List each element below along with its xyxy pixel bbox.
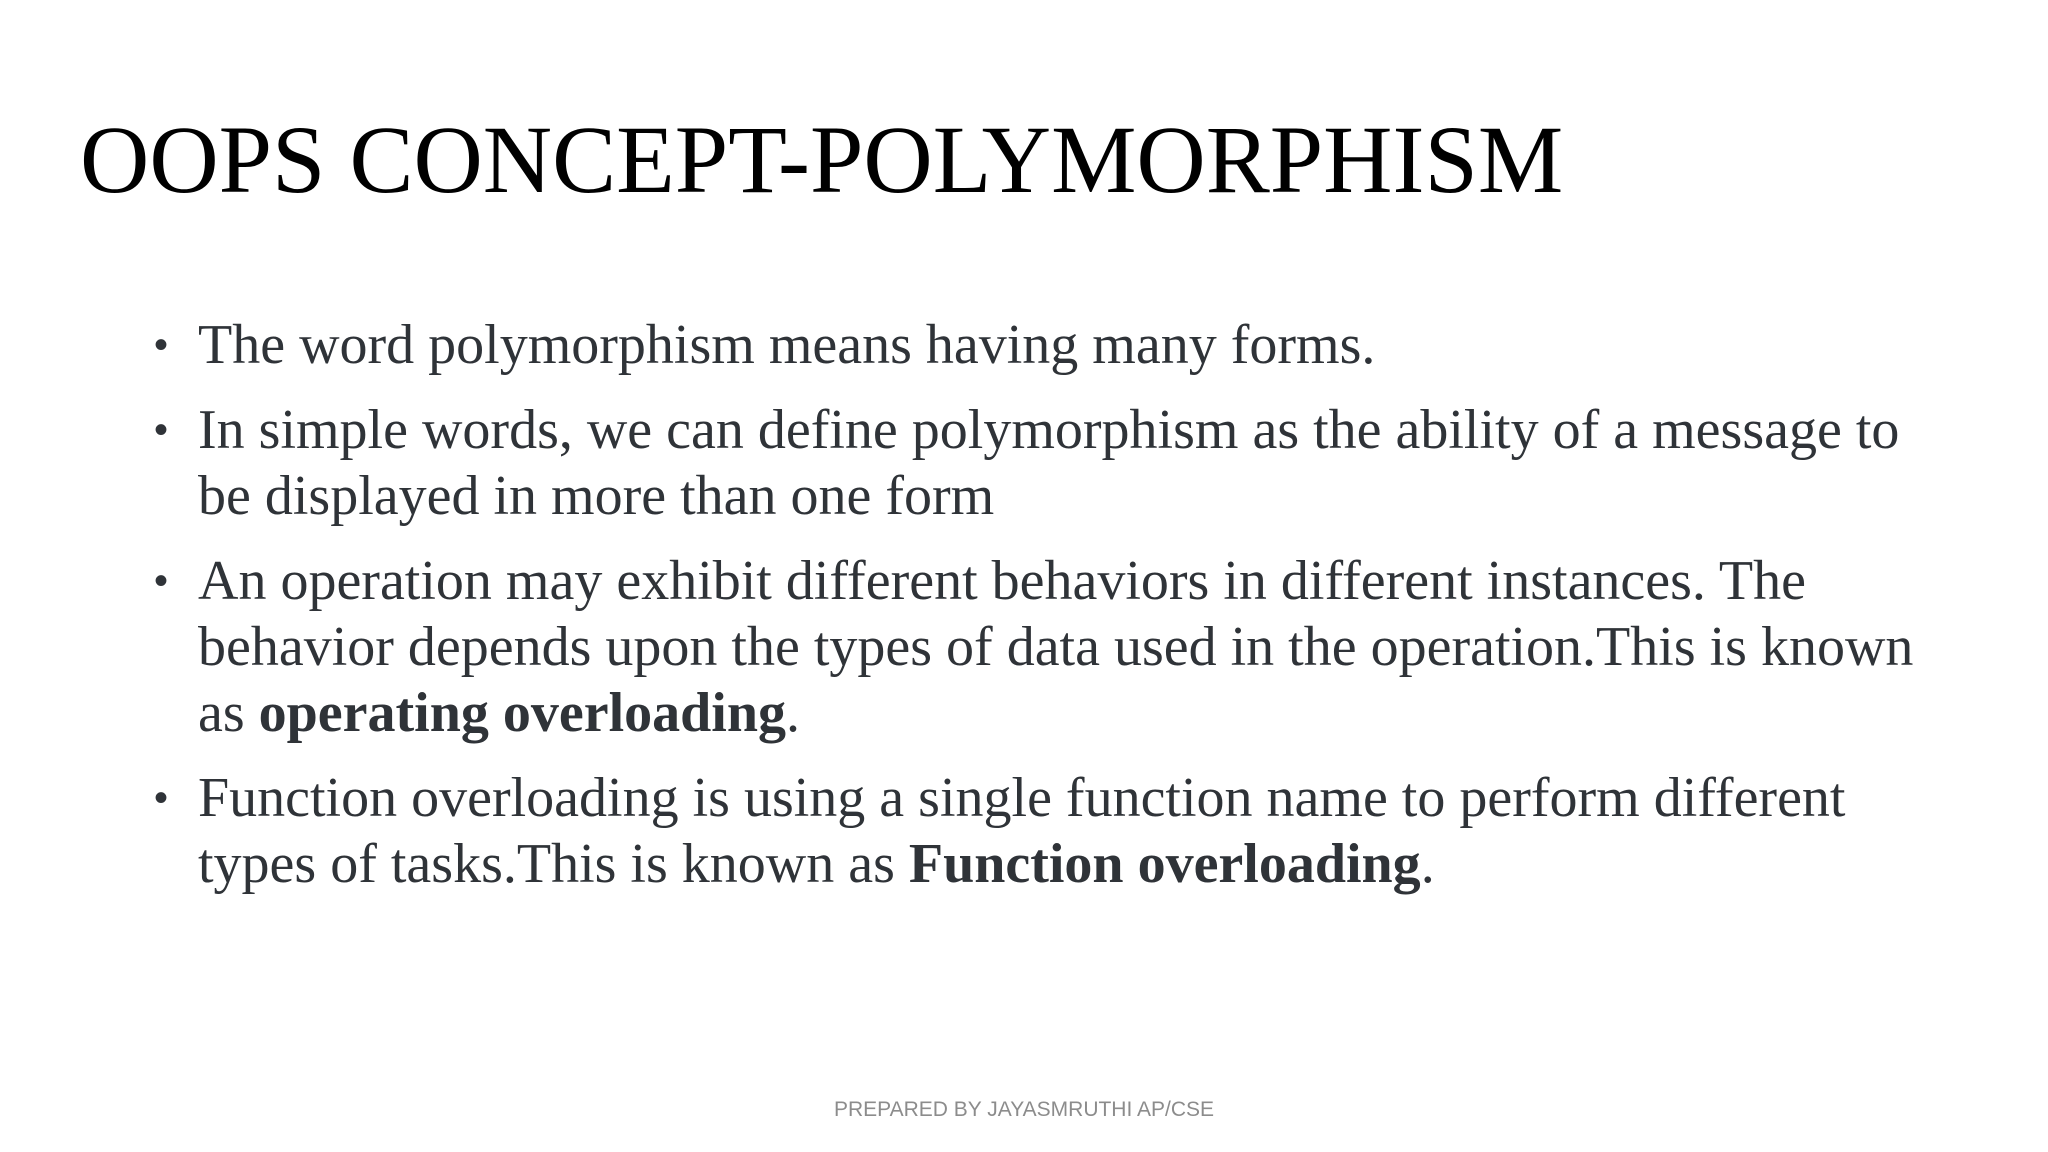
bullet-marker: • <box>154 408 169 452</box>
bullet-bold-term: operating overloading <box>258 682 786 744</box>
bullet-text: An operation may exhibit different behaviors in different instances. The behavior depends upon the types of data used in the operation.This is known as <box>198 550 1914 744</box>
bullet-tail: . <box>1420 833 1435 895</box>
bullet-marker: • <box>154 323 169 367</box>
footer-credit: PREPARED BY JAYASMRUTHI AP/CSE <box>833 1098 1215 1121</box>
bullet-text: The word polymorphism means having many forms. <box>198 314 1376 376</box>
bullet-item <box>150 548 1950 746</box>
bullet-bold-term: Function overloading <box>908 833 1421 895</box>
bullet-item <box>150 312 1950 378</box>
bullet-item <box>150 765 1950 897</box>
slide-title: OOPS CONCEPT-POLYMORPHISM <box>80 106 1564 213</box>
bullet-text: In simple words, we can define polymorphism as the ability of a message to be displayed in more than one form <box>198 399 1900 527</box>
bullet-item <box>150 397 1950 529</box>
bullet-tail: . <box>785 682 800 744</box>
bullet-list <box>150 312 1950 916</box>
bullet-marker: • <box>154 776 169 820</box>
bullet-text: Function overloading is using a single function name to perform different types of tasks.This is known as <box>198 767 1846 895</box>
bullet-marker: • <box>154 559 169 603</box>
